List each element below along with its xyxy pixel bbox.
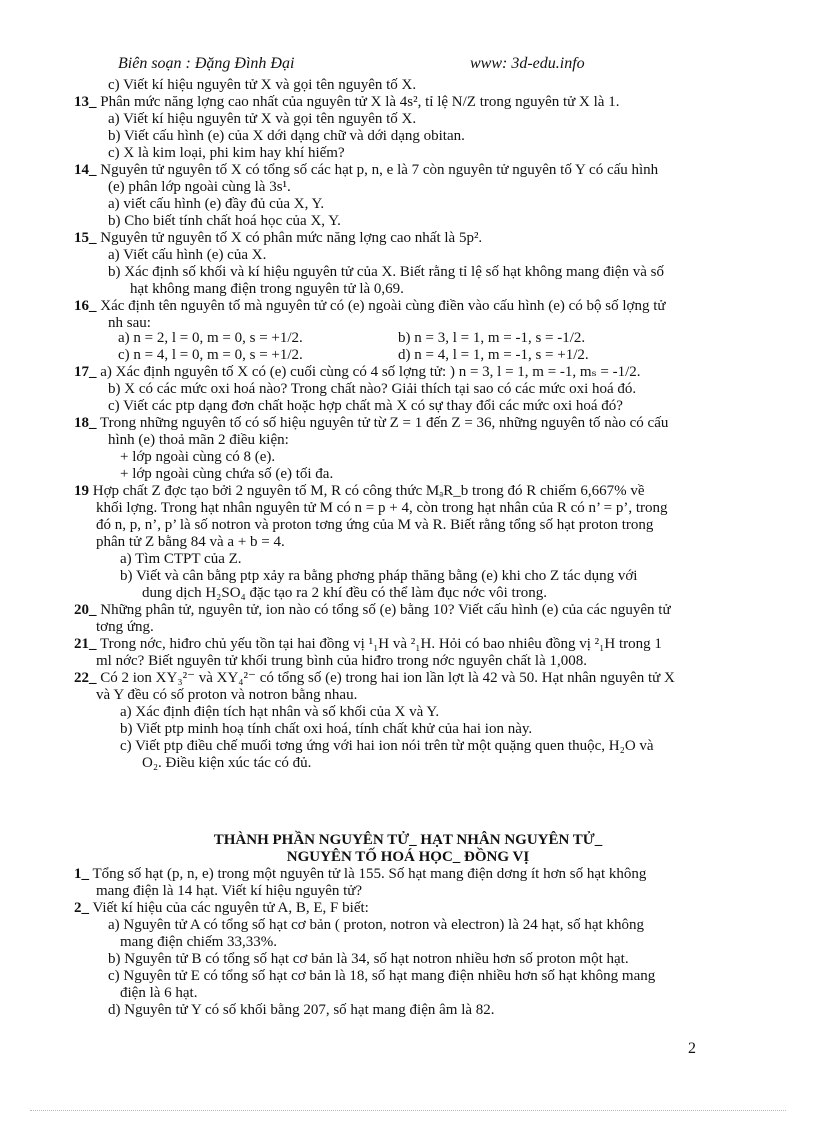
exercise-20: 20_ Những phân tử, nguyên tử, ion nào có tổng số (e) bằng 10? Viết cấu hình (e) của các nguyên tử <box>74 602 671 618</box>
exercise-15: 15_ Nguyên tử nguyên tố X có phân mức năng lợng cao nhất là 5p². <box>74 230 483 246</box>
item-line: a) Nguyên tử A có tổng số hạt cơ bản ( proton, notron và electron) là 24 hạt, số hạt không <box>108 917 644 933</box>
item-line: dung dịch H₂SO₄ đặc tạo ra 2 khí đều có thể làm đục nớc vôi trong. <box>142 585 547 601</box>
exercise-14: 14_ Nguyên tử nguyên tố X có tổng số các hạt p, n, e là 7 còn nguyên tử nguyên tố Y có cấu hình <box>74 162 659 178</box>
page-number: 2 <box>688 1040 696 1057</box>
item-line: điện là 6 hạt. <box>120 985 198 1001</box>
item-line: hạt không mang điện trong nguyên tử là 0,69. <box>130 281 404 297</box>
item-line: phân tử Z bằng 84 và a + b = 4. <box>96 534 285 550</box>
exercise-16: 16_ Xác định tên nguyên tố mà nguyên tử có (e) ngoài cùng điền vào cấu hình (e) có bộ số lợng tử <box>74 298 666 314</box>
item-line: + lớp ngoài cùng có 8 (e). <box>120 449 276 465</box>
item-line: c) X là kim loại, phi kim hay khí hiếm? <box>108 145 345 161</box>
exercise-17: 17_ a) Xác định nguyên tố X có (e) cuối cùng có 4 số lợng tử: ) n = 3, l = 1, m = -1, mₛ = -1/2. <box>74 364 641 380</box>
item-line: b) Viết và cân bằng ptp xảy ra bằng phơng pháp thăng bằng (e) khi cho Z tác dụng với <box>120 568 638 584</box>
item-line: c) n = 4, l = 0, m = 0, s = +1/2. <box>118 347 303 363</box>
item-line: mang điện chiếm 33,33%. <box>120 934 278 950</box>
item-line: b) Viết ptp minh hoạ tính chất oxi hoá, tính chất khử của hai ion này. <box>120 721 533 737</box>
item-line: mang điện là 14 hạt. Viết kí hiệu nguyên tử? <box>96 883 363 899</box>
item-line: a) Viết cấu hình (e) của X. <box>108 247 267 263</box>
item-line: b) n = 3, l = 1, m = -1, s = -1/2. <box>398 330 586 346</box>
exercise-13: 13_ Phân mức năng lợng cao nhất của nguyên tử X là 4s², tỉ lệ N/Z trong nguyên tử X là 1. <box>74 94 620 110</box>
exercise-21: 21_ Trong nớc, hiđro chủ yếu tồn tại hai đồng vị ¹₁H và ²₁H. Hỏi có bao nhiêu đồng vị ²₁H trong 1 <box>74 636 662 652</box>
item-line: (e) phân lớp ngoài cùng là 3s¹. <box>108 179 291 195</box>
item-line: b) Xác định số khối và kí hiệu nguyên tử của X. Biết rằng tỉ lệ số hạt không mang điện và số <box>108 264 664 280</box>
page-bottom-border <box>30 1110 786 1111</box>
item-line: c) Viết ptp điều chế muối tơng ứng với hai ion nói trên từ một quặng quen thuộc, H₂O và <box>120 738 654 754</box>
exercise-22: 22_ Có 2 ion XY₃²⁻ và XY₄²⁻ có tổng số (e) trong hai ion lần lợt là 42 và 50. Hạt nhân nguyên tử X <box>74 670 675 686</box>
item-line: c) Viết kí hiệu nguyên tử X và gọi tên nguyên tố X. <box>108 77 417 93</box>
item-line: a) viết cấu hình (e) đầy đủ của X, Y. <box>108 196 325 212</box>
header-website: www: 3d-edu.info <box>470 55 585 72</box>
item-line: O₂. Điều kiện xúc tác có đủ. <box>142 755 312 771</box>
item-line: đó n, p, n’, p’ là số notron và proton tơng ứng của M và R. Biết rằng tổng số hạt proton trong <box>96 517 654 533</box>
section-title-line-2: NGUYÊN TỐ HOÁ HỌC_ ĐỒNG VỊ <box>286 849 530 865</box>
exercise-1: 1_ Tổng số hạt (p, n, e) trong một nguyên tử là 155. Số hạt mang điện dơng ít hơn số hạt không <box>74 866 647 882</box>
item-line: hình (e) thoả mãn 2 điều kiện: <box>108 432 289 448</box>
item-line: a) Viết kí hiệu nguyên tử X và gọi tên nguyên tố X. <box>108 111 417 127</box>
item-line: c) Nguyên tử E có tổng số hạt cơ bản là 18, số hạt mang điện nhiều hơn số hạt không mang <box>108 968 656 984</box>
item-line: d) n = 4, l = 1, m = -1, s = +1/2. <box>398 347 589 363</box>
item-line: a) n = 2, l = 0, m = 0, s = +1/2. <box>118 330 303 346</box>
item-line: và Y đều có số proton và notron bằng nhau. <box>96 687 358 703</box>
header-author: Biên soạn : Đặng Đình Đại <box>118 55 295 72</box>
exercise-18: 18_ Trong những nguyên tố có số hiệu nguyên tử từ Z = 1 đến Z = 36, những nguyên tố nào có cấu <box>74 415 669 431</box>
exercise-2: 2_ Viết kí hiệu của các nguyên tử A, B, E, F biết: <box>74 900 369 916</box>
section-title-line-1: THÀNH PHẦN NGUYÊN TỬ_ HẠT NHÂN NGUYÊN TỬ_ <box>213 832 603 848</box>
item-line: b) Nguyên tử B có tổng số hạt cơ bản là 34, số hạt notron nhiều hơn số proton một hạt. <box>108 951 629 967</box>
item-line: khối lợng. Trong hạt nhân nguyên tử M có n = p + 4, còn trong hạt nhân của R có n’ = p’, trong <box>96 500 668 516</box>
item-line: a) Xác định điện tích hạt nhân và số khối của X và Y. <box>120 704 440 720</box>
item-line: b) Viết cấu hình (e) của X dới dạng chữ và dới dạng obitan. <box>108 128 465 144</box>
exercise-19: 19 Hợp chất Z đợc tạo bởi 2 nguyên tố M, R có công thức MₐR_b trong đó R chiếm 6,667% về <box>74 483 645 499</box>
item-line: b) X có các mức oxi hoá nào? Trong chất nào? Giải thích tại sao có các mức oxi hoá đó. <box>108 381 637 397</box>
item-line: d) Nguyên tử Y có số khối bằng 207, số hạt mang điện âm là 82. <box>108 1002 495 1018</box>
item-line: nh sau: <box>108 315 151 331</box>
item-line: a) Tìm CTPT của Z. <box>120 551 242 567</box>
item-line: ml nớc? Biết nguyên tử khối trung bình của hiđro trong nớc nguyên chất là 1,008. <box>96 653 587 669</box>
item-line: b) Cho biết tính chất hoá học của X, Y. <box>108 213 341 229</box>
item-line: tơng ứng. <box>96 619 154 635</box>
item-line: c) Viết các ptp dạng đơn chất hoặc hợp chất mà X có sự thay đổi các mức oxi hoá đó? <box>108 398 623 414</box>
item-line: + lớp ngoài cùng chứa số (e) tối đa. <box>120 466 334 482</box>
